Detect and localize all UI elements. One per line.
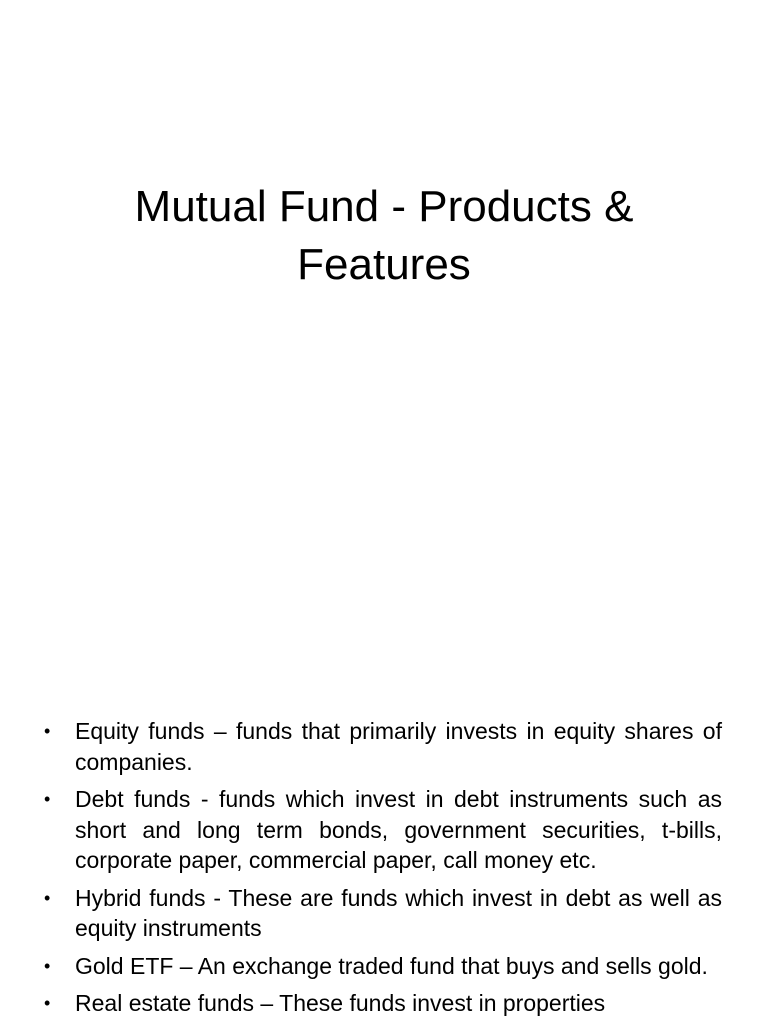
bullet-list xyxy=(44,716,722,1026)
bullet-item-equity-funds xyxy=(44,716,722,777)
bullet-item-real-estate-funds xyxy=(44,988,722,1019)
bullet-item-hybrid-funds xyxy=(44,883,722,944)
bullet-dot-icon: • xyxy=(44,721,51,741)
bullet-item-gold-etf xyxy=(44,951,722,982)
bullet-dot-icon: • xyxy=(44,789,51,809)
bullet-text: Hybrid funds - These are funds which invest in debt as well as equity instruments xyxy=(75,884,722,941)
bullet-dot-icon: • xyxy=(44,993,51,1013)
bullet-text: Real estate funds – These funds invest in properties xyxy=(75,990,606,1016)
bullet-text: Debt funds - funds which invest in debt instruments such as short and long term bonds, government securities, t-bills, corporate paper, commercial paper, call money etc. xyxy=(75,786,722,873)
bullet-text: Equity funds – funds that primarily invests in equity shares of companies. xyxy=(75,718,722,775)
title-line-2: Features xyxy=(297,240,471,289)
bullet-text: Gold ETF – An exchange traded fund that buys and sells gold. xyxy=(75,952,708,979)
bullet-dot-icon: • xyxy=(44,955,51,976)
bullet-item-debt-funds xyxy=(44,784,722,876)
title-line-1: Mutual Fund - Products & xyxy=(134,182,634,231)
bullet-dot-icon: • xyxy=(44,887,51,908)
slide-title xyxy=(0,178,768,294)
